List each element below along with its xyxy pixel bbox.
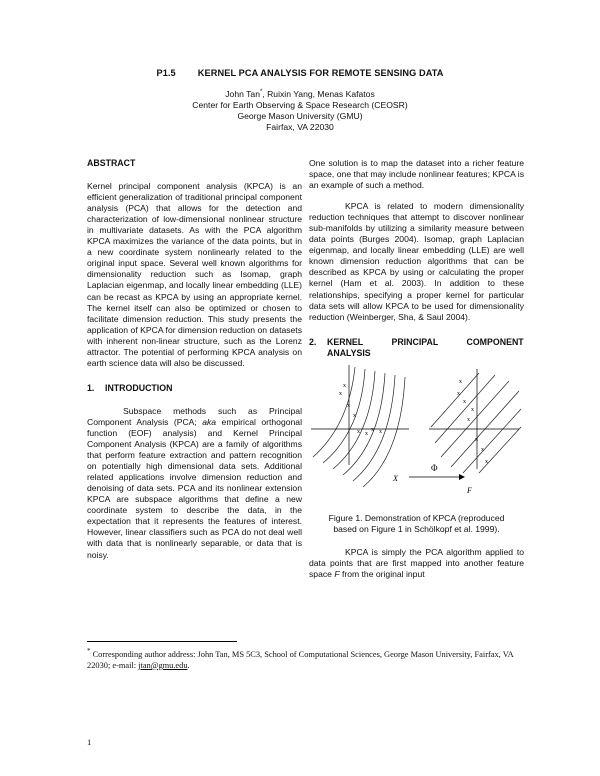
section-2-title-line-2: ANALYSIS — [327, 347, 371, 358]
caption-line-2: based on Figure 1 in Schölkopf et al. 1999). — [333, 523, 500, 534]
footnote — [87, 646, 517, 671]
author-location: Fairfax, VA 22030 — [266, 122, 334, 133]
svg-text:x: x — [357, 428, 360, 435]
section-2-heading — [309, 337, 524, 359]
svg-text:x: x — [485, 458, 488, 465]
svg-text:x: x — [339, 390, 342, 397]
svg-text:x: x — [471, 406, 474, 413]
abstract-heading: ABSTRACT — [87, 158, 136, 168]
right-paragraph-2: KPCA is related to modern dimensionality reduction techniques that attempt to discover nonlinear sub-manifolds by utilizing a similarity measure between data points (Burges 2004). Isomap, graph Laplacian eigenmap, and locally linear embedding (LLE) are well known dimension reduction algorithms that can be described as KPCA by using or calculating the proper kernel (Ham et al. 2003). In addition to these relationships, specifying a proper kernel for particular data sets will allow KPCA to be used for dimensionality reduction (Weinberger, Sha, & Saul 2004). — [309, 201, 524, 322]
feature-space-label: F — [467, 485, 472, 495]
section-2-title-line-1 — [327, 337, 524, 348]
abstract-text: Kernel principal component analysis (KPCA) is an efficient generalization of traditional principal component analysis (PCA) that allows for the detection and characterization of low-dimensional nonlinear structure in multivariate datasets. As with the PCA algorithm KPCA maximizes the variance of the data points, but in a new coordinate system nonlinearly related to the original input space. Several well known algorithms for dimensionality reduction such as Isomap, graph Laplacian eigenmap, and locally linear embedding (LLE) can be recast as KPCA by using an appropriate kernel. The kernel itself can also be optimized or chosen to facilitate dimension reduction. This study presents the application of KPCA for dimension reduction on datasets with inherent non-linear structure, such as the Lorenz attractor. The potential of performing KPCA analysis on earth science data will also be discussed. — [87, 181, 302, 368]
first-author: John Tan — [225, 88, 260, 99]
section-2-title-text: KERNEL PRINCIPAL COMPONENT — [327, 336, 524, 347]
kpca-diagram — [309, 365, 524, 513]
paper-title-text: KERNEL PCA ANALYSIS FOR REMOTE SENSING DATA — [197, 68, 444, 78]
caption-line-1: Figure 1. Demonstration of KPCA (reproduced — [328, 512, 505, 523]
footnote-text: Corresponding author address: John Tan, MS 5C3, School of Computational Sciences, George Mason University, Fairfax, VA 22030; e-mail: — [87, 649, 514, 670]
section-1-heading — [87, 383, 302, 394]
intro-text-part-1: Subspace methods such as Principal Component Analysis (PCA; — [87, 405, 302, 427]
svg-text:x: x — [379, 428, 382, 435]
footnote-end: . — [187, 660, 190, 670]
footnote-mark: * — [259, 89, 263, 95]
nonlinear-contours — [313, 367, 405, 487]
footnote-rule — [87, 641, 237, 642]
co-authors: , Ruixin Yang, Menas Kafatos — [262, 88, 375, 99]
section-1-number: 1. — [87, 382, 95, 393]
intro-text-part-2: empirical orthogonal function (EOF) analysis) and Kernel Principal Component Analysis (KPCA) are a family of algorithms that perform feature extraction and pattern recognition on potentially high dimensional data sets. Additional related applications involve dimension reduction and denoising of data sets. PCA and its nonlinear extension KPCA are subspace algorithms that define a new coordinate system to describe the data, in the expectation that it represents the features of interest. However, linear classifiers such as PCA do not deal well with data that is nonlinearly separable, or data that is noisy. — [87, 416, 302, 560]
affiliation-1: Center for Earth Observing & Space Research (CEOSR) — [192, 100, 408, 111]
right-paragraph-1: One solution is to map the dataset into a richer feature space, one that may include nonlinear features; KPCA is an example of such a method. — [309, 158, 524, 191]
author-block — [0, 87, 600, 134]
section-1-title: INTRODUCTION — [105, 382, 173, 393]
para3-F: F — [334, 568, 340, 579]
paper-title — [0, 68, 600, 78]
para3-text-2: from the original input — [339, 568, 425, 579]
svg-text:x: x — [371, 426, 374, 433]
affiliation-2: George Mason University (GMU) — [237, 111, 363, 122]
phi-label: Φ — [431, 462, 438, 473]
figure-1 — [309, 365, 524, 513]
footnote-mark-ref: * — [87, 647, 91, 655]
right-paragraph-3 — [309, 547, 524, 580]
paper-header — [0, 68, 600, 134]
right-column — [309, 158, 524, 580]
svg-text:x: x — [353, 412, 356, 419]
intro-text-aka: aka — [202, 416, 217, 427]
author-email-link[interactable]: jtan@gmu.edu — [138, 660, 188, 670]
arrow-head-icon — [459, 474, 465, 480]
svg-text:x: x — [481, 446, 484, 453]
input-space-label: X — [393, 473, 398, 483]
svg-text:x: x — [467, 416, 470, 423]
left-column — [87, 158, 302, 561]
figure-1-caption — [309, 513, 524, 535]
linear-contours — [431, 373, 521, 473]
para3-text-1: KPCA is simply the PCA algorithm applied to data points that are first mapped into another feature space — [309, 546, 524, 579]
intro-paragraph — [87, 406, 302, 561]
svg-text:x: x — [459, 378, 462, 385]
paper-number: P1.5 — [156, 68, 176, 78]
svg-text:x: x — [457, 390, 460, 397]
svg-text:x: x — [463, 398, 466, 405]
svg-text:x: x — [343, 382, 346, 389]
page-number: 1 — [87, 737, 92, 747]
svg-text:x: x — [365, 430, 368, 437]
author-line — [0, 87, 600, 100]
svg-text:x: x — [475, 436, 478, 443]
section-2-number: 2. — [309, 336, 317, 347]
svg-text:x: x — [347, 402, 350, 409]
